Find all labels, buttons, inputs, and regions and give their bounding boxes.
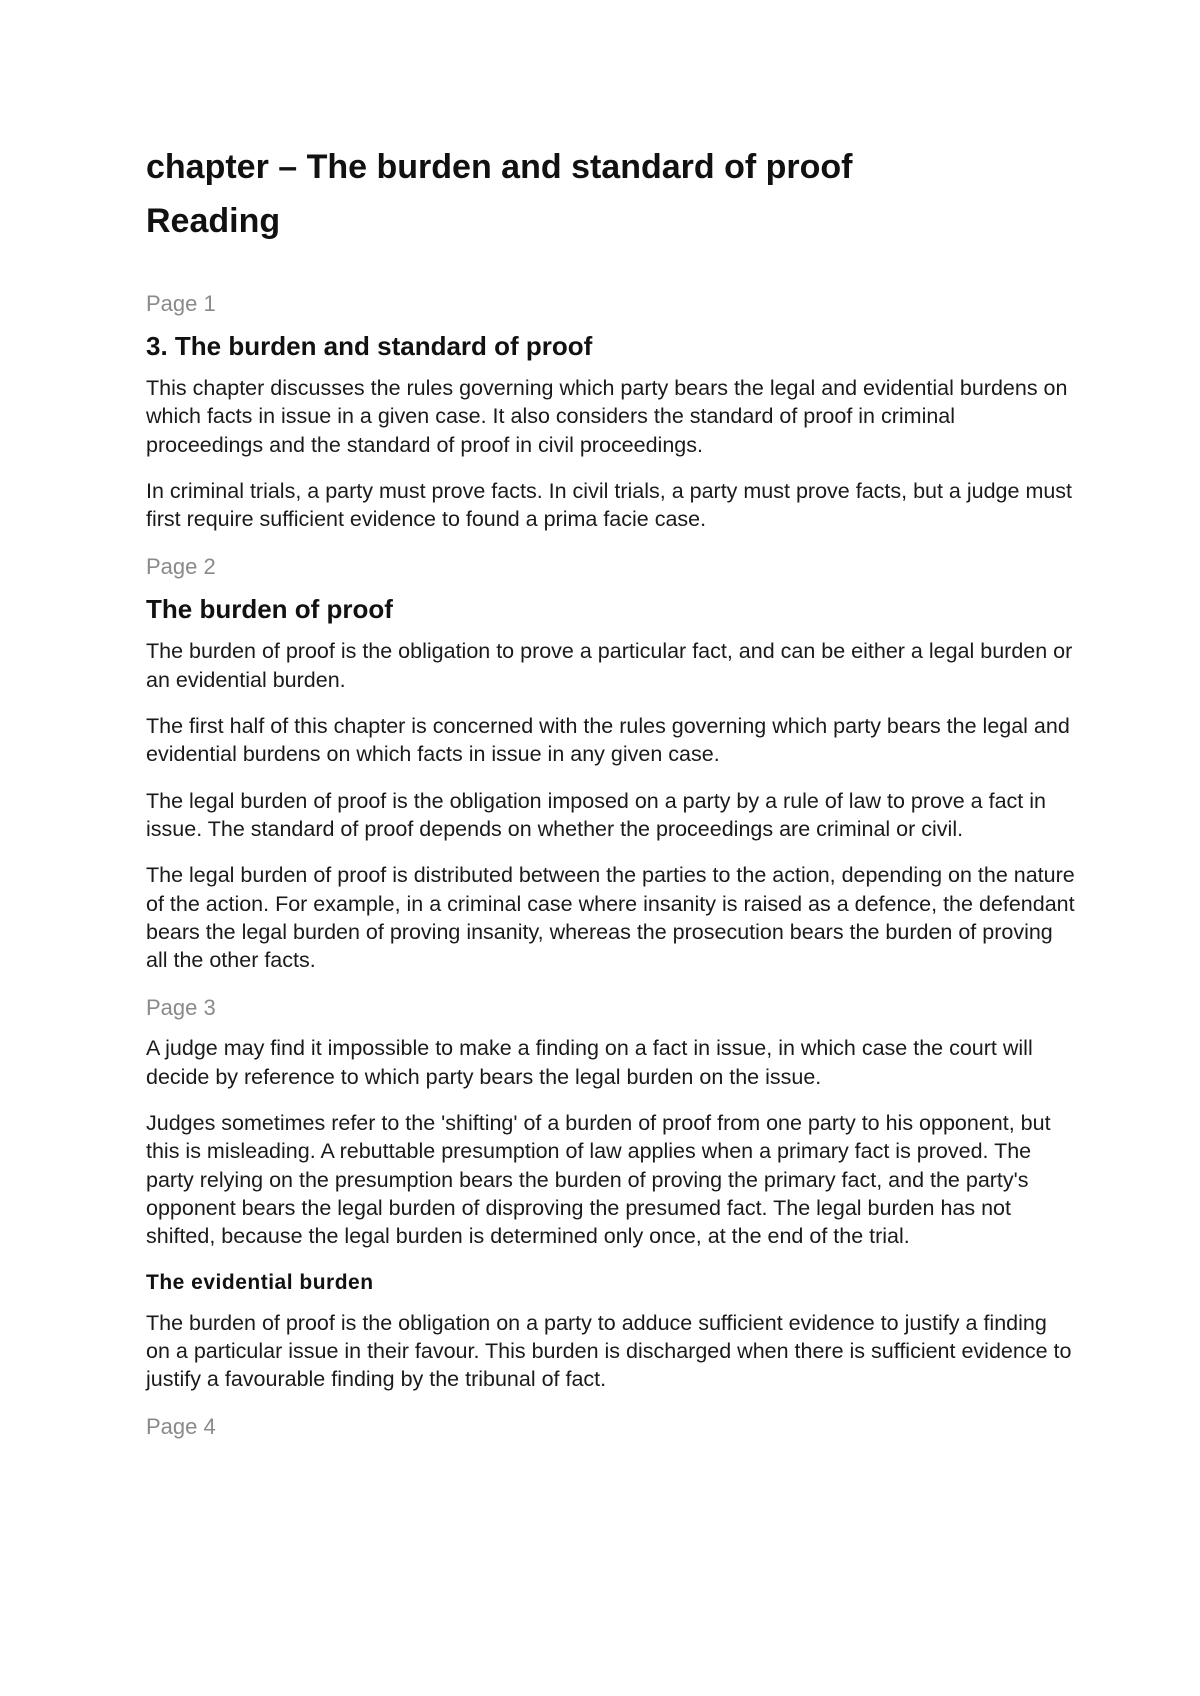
document-title: [146, 140, 1076, 248]
page-marker-3: Page 3: [146, 995, 216, 1021]
paragraph: The legal burden of proof is distributed between the parties to the action, depending on the nature of the action. For example, in a criminal case where insanity is raised as a defence, the defendant bears the legal burden of proving insanity, whereas the prosecution bears the burden of proving all the other facts.: [146, 863, 1075, 973]
document-title-line-1: chapter – The burden and standard of proof: [146, 148, 853, 186]
page-marker-1: Page 1: [146, 291, 216, 316]
page-marker-4: Page 4: [146, 1414, 216, 1440]
paragraph: A judge may find it impossible to make a finding on a fact in issue, in which case the court will decide by reference to which party bears the legal burden on the issue.: [146, 1036, 1033, 1089]
paragraph: The burden of proof is the obligation on a party to adduce sufficient evidence to justify a finding on a particular issue in their favour. This burden is discharged when there is sufficient evidence to justify a favourable finding by the tribunal of fact.: [146, 1310, 1072, 1392]
document-title-line-2: Reading: [146, 202, 281, 240]
paragraph: The first half of this chapter is concerned with the rules governing which party bears the legal and evidential burdens on which facts in issue in any given case.: [146, 714, 1070, 767]
section-heading-burden-and-standard: 3. The burden and standard of proof: [146, 331, 593, 361]
paragraph: This chapter discusses the rules governing which party bears the legal and evidential burdens on which facts in issue in a given case. It also considers the standard of proof in criminal proceedings and the standard of proof in civil proceedings.: [146, 376, 1068, 457]
paragraph: The burden of proof is the obligation to prove a particular fact, and can be either a legal burden or an evidential burden.: [146, 639, 1073, 692]
section-heading-burden-of-proof: The burden of proof: [146, 594, 393, 625]
paragraph: The legal burden of proof is the obligation imposed on a party by a rule of law to prove a fact in issue. The standard of proof depends on whether the proceedings are criminal or civil.: [146, 788, 1046, 841]
page-marker-2: Page 2: [146, 554, 216, 580]
paragraph: Judges sometimes refer to the 'shifting' of a burden of proof from one party to his opponent, but this is misleading. A rebuttable presumption of law applies when a primary fact is proved. The party relying on the presumption bears the burden of proving the primary fact, and the party's opponent bears the legal burden of disproving the presumed fact. The legal burden has not shifted, because the legal burden is determined only once, at the end of the trial.: [146, 1111, 1051, 1249]
document-page: [146, 140, 1076, 1441]
paragraph: In criminal trials, a party must prove facts. In civil trials, a party must prove facts, but a judge must first require sufficient evidence to found a prima facie case.: [146, 478, 1073, 532]
subheading-evidential-burden: The evidential burden: [146, 1270, 374, 1294]
